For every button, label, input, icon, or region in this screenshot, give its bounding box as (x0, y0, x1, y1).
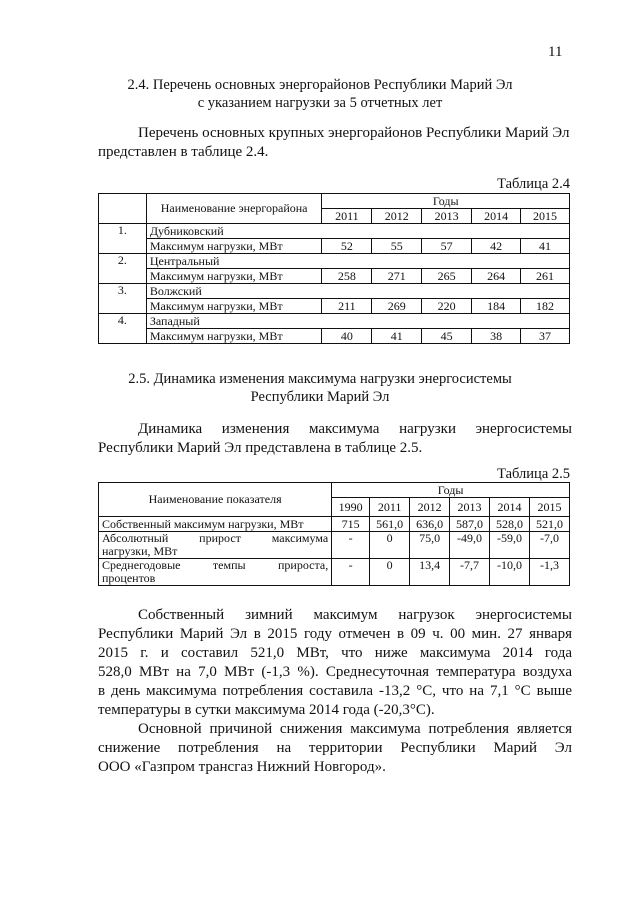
cell-value: 261 (521, 269, 570, 284)
cell-value: 55 (372, 239, 422, 254)
section-25-title-line1: 2.5. Динамика изменения максимума нагрузки энергосистемы (128, 371, 512, 387)
cell-value: 75,0 (410, 532, 450, 559)
cell-value: 41 (372, 329, 422, 344)
cell-value: 38 (472, 329, 521, 344)
table-25-year: 2011 (370, 498, 410, 517)
section-25-para-line1: Динамика изменения максимума нагрузки энергосистемы (138, 421, 572, 437)
cell-value: - (332, 532, 370, 559)
indicator-label: Собственный максимум нагрузки, МВт (99, 517, 332, 532)
cell-value: 528,0 (490, 517, 530, 532)
table-25-year: 2013 (450, 498, 490, 517)
section-25-title-line2: Республики Марий Эл (250, 389, 390, 405)
cell-value: 13,4 (410, 559, 450, 586)
table-row (99, 329, 570, 344)
page-number: 11 (548, 44, 563, 60)
indicator-label-line1: Среднегодовые темпы прироста, (102, 558, 329, 572)
table-24-year: 2014 (472, 209, 521, 224)
section-25-title (60, 370, 580, 406)
indicator-label (99, 559, 332, 586)
closing-paragraph-2 (98, 720, 572, 777)
cell-value: 264 (472, 269, 521, 284)
closing-paragraph-1 (98, 606, 572, 720)
cell-value: 271 (372, 269, 422, 284)
table-24 (98, 193, 570, 344)
table-25-caption: Таблица 2.5 (497, 466, 570, 482)
closing-p1-line2: Республики Марий Эл в 2015 году отмечен в 09 ч. 00 мин. 27 января (98, 626, 572, 642)
row-number: 1. (99, 224, 147, 254)
table-24-year: 2013 (422, 209, 472, 224)
cell-value: 0 (370, 559, 410, 586)
section-24-title-line2: с указанием нагрузки за 5 отчетных лет (197, 95, 443, 111)
cell-value: 182 (521, 299, 570, 314)
cell-value: 561,0 (370, 517, 410, 532)
table-24-caption: Таблица 2.4 (497, 176, 570, 192)
table-row (99, 517, 570, 532)
cell-value: -10,0 (490, 559, 530, 586)
section-24-title (60, 76, 580, 112)
section-25-paragraph (98, 420, 572, 458)
closing-p1-line4: 528,0 МВт на 7,0 МВт (-1,3 %). Среднесуточная температура воздуха (98, 664, 572, 680)
closing-p2-line2: снижение потребления на территории Республики Марий Эл (98, 740, 572, 756)
table-24-header-num (99, 194, 147, 224)
district-name: Волжский (146, 284, 569, 299)
metric-label: Максимум нагрузки, МВт (146, 299, 322, 314)
cell-value: 45 (422, 329, 472, 344)
section-24-title-line1: 2.4. Перечень основных энергорайонов Республики Марий Эл (127, 77, 513, 93)
table-24-header-years: Годы (322, 194, 570, 209)
cell-value: -59,0 (490, 532, 530, 559)
table-row (99, 284, 570, 299)
cell-value: 587,0 (450, 517, 490, 532)
cell-value: 41 (521, 239, 570, 254)
table-row (99, 269, 570, 284)
cell-value: 265 (422, 269, 472, 284)
cell-value: 269 (372, 299, 422, 314)
closing-p1-line5: в день максимума потребления составила -13,2 °С, что на 7,1 °С выше (98, 683, 572, 699)
district-name: Центральный (146, 254, 569, 269)
section-24-paragraph (98, 124, 572, 162)
cell-value: 0 (370, 532, 410, 559)
row-number: 3. (99, 284, 147, 314)
metric-label: Максимум нагрузки, МВт (146, 329, 322, 344)
closing-p1-line6: температуры в сутки максимума 2014 года (-20,3°С). (98, 702, 435, 718)
table-row (99, 532, 570, 559)
table-25-year: 1990 (332, 498, 370, 517)
table-25-header-years: Годы (332, 483, 570, 498)
section-24-para-line1: Перечень основных крупных энергорайонов Республики Марий Эл (138, 125, 570, 141)
table-25-year: 2012 (410, 498, 450, 517)
metric-label: Максимум нагрузки, МВт (146, 239, 322, 254)
row-number: 4. (99, 314, 147, 344)
cell-value: 258 (322, 269, 372, 284)
table-25-year: 2014 (490, 498, 530, 517)
closing-p2-line3: ООО «Газпром трансгаз Нижний Новгород». (98, 759, 386, 775)
metric-label: Максимум нагрузки, МВт (146, 269, 322, 284)
table-25 (98, 482, 570, 586)
cell-value: 211 (322, 299, 372, 314)
cell-value: -1,3 (529, 559, 569, 586)
table-24-year: 2015 (521, 209, 570, 224)
cell-value: - (332, 559, 370, 586)
cell-value: 37 (521, 329, 570, 344)
section-25-para-line2: Республики Марий Эл представлена в таблице 2.5. (98, 440, 423, 456)
cell-value: 52 (322, 239, 372, 254)
table-row (99, 239, 570, 254)
closing-p2-line1: Основной причиной снижения максимума потребления является (138, 721, 572, 737)
table-row (99, 299, 570, 314)
section-24-para-line2: представлен в таблице 2.4. (98, 144, 269, 160)
cell-value: 57 (422, 239, 472, 254)
table-24-year: 2011 (322, 209, 372, 224)
indicator-label-line2: процентов (102, 571, 156, 585)
indicator-label (99, 532, 332, 559)
table-24-header-name: Наименование энергорайона (146, 194, 322, 224)
cell-value: 521,0 (529, 517, 569, 532)
table-25-year: 2015 (529, 498, 569, 517)
cell-value: 220 (422, 299, 472, 314)
table-row (99, 314, 570, 329)
cell-value: 636,0 (410, 517, 450, 532)
district-name: Дубниковский (146, 224, 569, 239)
closing-p1-line3: 2015 г. и составил 521,0 МВт, что ниже максимума 2014 года (98, 645, 572, 661)
closing-p1-line1: Собственный зимний максимум нагрузок энергосистемы (138, 607, 572, 623)
table-row (99, 254, 570, 269)
cell-value: -7,0 (529, 532, 569, 559)
cell-value: 715 (332, 517, 370, 532)
cell-value: -7,7 (450, 559, 490, 586)
table-row (99, 224, 570, 239)
table-row (99, 559, 570, 586)
district-name: Западный (146, 314, 569, 329)
table-25-header-name: Наименование показателя (99, 483, 332, 517)
cell-value: 42 (472, 239, 521, 254)
indicator-label-line2: нагрузки, МВт (102, 544, 178, 558)
cell-value: -49,0 (450, 532, 490, 559)
cell-value: 40 (322, 329, 372, 344)
cell-value: 184 (472, 299, 521, 314)
row-number: 2. (99, 254, 147, 284)
indicator-label-line1: Абсолютный прирост максимума (102, 531, 329, 545)
table-24-year: 2012 (372, 209, 422, 224)
